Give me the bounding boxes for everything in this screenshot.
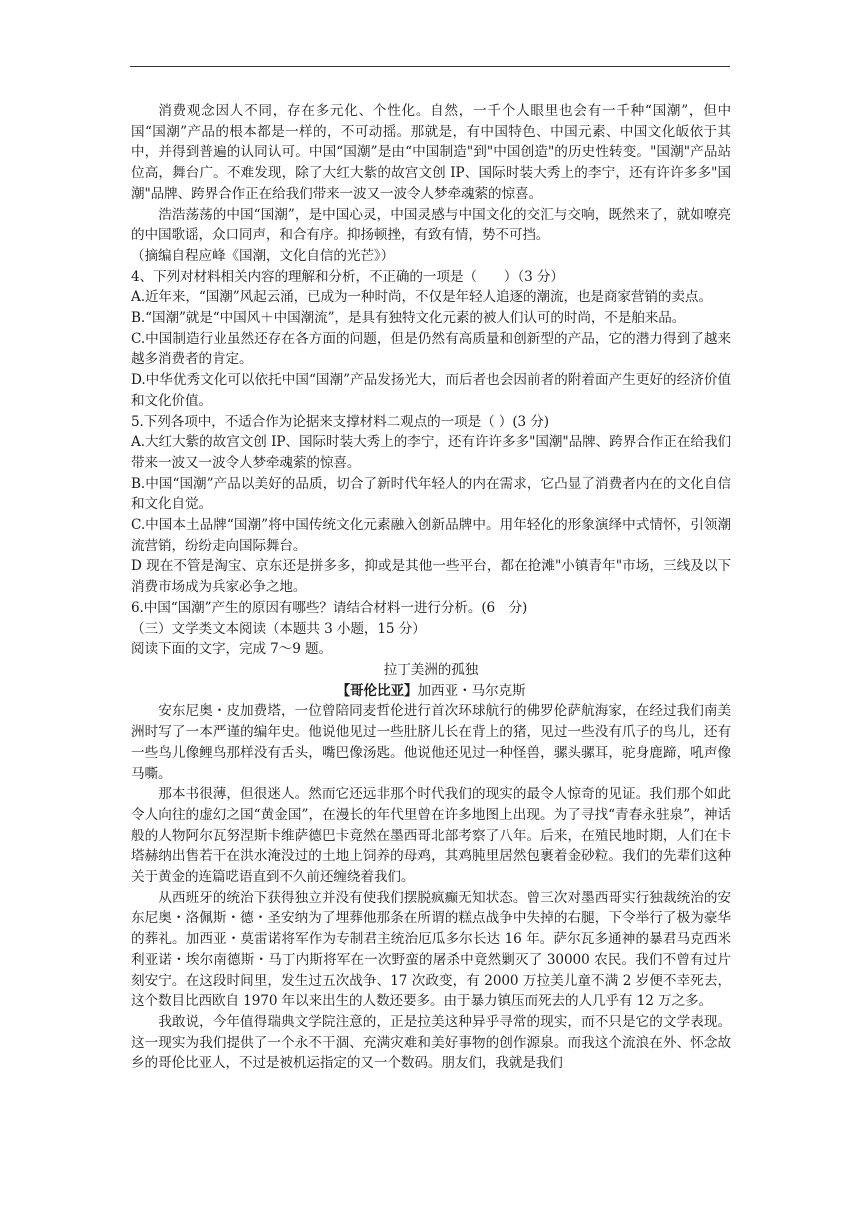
passage-paragraph: 消费观念因人不同，存在多元化、个性化。自然，一千个人眼里也会有一千种“国潮”，但中国“国潮”产品的根本都是一样的，不可动摇。那就是，有中国特色、中国元素、中国文化皈依于其中，并得到普遍的认同认可。中国“国潮”是由“中国制造"到"中国创造"的历史性转变。"国潮"产品站位高，舞台广。不难发现，除了大红大紫的故宫文创 IP、国际时装大秀上的李宁，还有许许多多"国潮"品牌、跨界合作正在给我们带来一波又一波令人梦牵魂萦的惊喜。 <box>131 103 731 202</box>
article-paragraph: 我敢说，今年值得瑞典文学院注意的，正是拉美这种异乎寻常的现实，而不只是它的文学表现。这一现实为我们提供了一个永不干涸、充满灾难和美好事物的创作源泉。而我这个流浪在外、怀念故乡的哥伦比亚人，不过是被机运指定的又一个数码。朋友们，我就是我们 <box>131 1013 731 1072</box>
question-5-option-c: C.中国本土品牌“国潮”将中国传统文化元素融入创新品牌中。用年轻化的形象演绎中式情怀，引领潮流营销，纷纷走向国际舞台。 <box>131 517 731 554</box>
article-paragraph: 从西班牙的统治下获得独立并没有使我们摆脱疯癫无知状态。曾三次对墨西哥实行独裁统治的安东尼奥・洛佩斯・德・圣安纳为了埋葬他那条在所谓的糕点战争中失掉的右腿，下令举行了极为豪华的葬礼。加西亚・莫雷诺将军作为专制君主统治厄瓜多尔长达 16 年。萨尔瓦多通神的暴君马克西米利亚诺・埃尔南德斯・马丁内斯将军在一次野蛮的屠杀中竟然剿灭了 30000 农民。我们不曾有过片刻安宁。在这段时间里，发生过五次战争、17 次政变，有 2000 万拉美儿童不满 2 岁便不幸死去，这个数目比西欧自 1970 年以来出生的人数还要多。由于暴力镇压而死去的人几乎有 12 万之多。 <box>131 889 731 1010</box>
passage-paragraph: 浩浩荡荡的中国“国潮”，是中国心灵，中国灵感与中国文化的交汇与交响，既然来了，就如嘹亮的中国歌谣，众口同声，和合有序。抑扬顿挫，有致有情，势不可挡。 <box>131 206 731 244</box>
question-4-option-a: A.近年来，“国潮”风起云涌，已成为一种时尚，不仅是年轻人追逐的潮流，也是商家营销的卖点。 <box>131 289 712 306</box>
article-paragraph: 安东尼奥・皮加费塔，一位曾陪同麦哲伦进行首次环球航行的佛罗伦萨航海家，在经过我们南美洲时写了一本严谨的编年史。他说他见过一些肚脐儿长在背上的猪，见过一些没有爪子的鸟儿，还有一些鸟儿像鲤鸟那样没有舌头，嘴巴像汤匙。他说他还见过一种怪兽，骡头骡耳，驼身鹿蹄，吼声像马嘶。 <box>131 703 731 782</box>
question-5-option-d: D 现在不管是淘宝、京东还是拼多多，抑或是其他一些平台，都在抢滩"小镇青年"市场，三线及以下消费市场成为兵家必争之地。 <box>131 558 731 596</box>
article-title: 拉丁美洲的孤独 <box>383 661 479 678</box>
section-instruction: 阅读下面的文字，完成 7～9 题。 <box>131 641 332 658</box>
question-4-option-c: C.中国制造行业虽然还存在各方面的问题，但是仍然有高质量和创新型的产品，它的潜力得到了越来越多消费者的肯定。 <box>131 330 731 368</box>
article-author <box>131 681 731 702</box>
header-rule <box>130 66 730 67</box>
author-country: 【哥伦比亚】 <box>336 682 418 699</box>
document-body <box>131 101 731 1074</box>
question-4-option-d: D.中华优秀文化可以依托中国“国潮”产品发扬光大，而后者也会因前者的附着面产生更好的经济价值和文化价值。 <box>131 372 731 409</box>
question-4-stem: 4、下列对材料相关内容的理解和分析，不正确的一项是（ ）（3 分） <box>131 268 564 285</box>
article-paragraph: 那本书很薄，但很迷人。然而它还远非那个时代我们的现实的最令人惊奇的见证。我们那个如此令人向往的虚幻之国“黄金国”，在漫长的年代里曾在许多地图上出现。为了寻找“青春永驻泉”，神话般的人物阿尔瓦努涅斯卡维萨德巴卡竟然在墨西哥北部考察了八年。后来，在殖民地时期，人们在卡塔赫纳出售若干在洪水淹没过的土地上饲养的母鸡，其鸡肫里居然包裹着金砂粒。我们的先辈们这种关于黄金的连篇呓语直到不久前还缠绕着我们。 <box>131 786 731 886</box>
author-name: 加西亚・马尔克斯 <box>417 682 526 699</box>
section-heading: （三）文学类文本阅读（本题共 3 小题，15 分） <box>131 620 426 637</box>
question-5-option-b: B.中国“国潮”产品以美好的品质，切合了新时代年轻人的内在需求，它凸显了消费者内在的文化自信和文化自觉。 <box>131 475 731 513</box>
question-5-option-a: A.大红大紫的故宫文创 IP、国际时装大秀上的李宁，还有许许多多"国潮"品牌、跨界合作正在给我们带来一波又一波令人梦牵魂萦的惊喜。 <box>131 434 731 471</box>
question-5-stem: 5.下列各项中，不适合作为论据来支撑材料二观点的一项是（ ）(3 分) <box>131 413 549 430</box>
question-6-stem: 6.中国“国潮”产生的原因有哪些？请结合材料一进行分析。(6 分) <box>131 599 528 616</box>
passage-source: （摘编自程应峰《国潮，文化自信的光芒》） <box>131 247 395 264</box>
question-4-option-b: B.“国潮”就是“中国风＋中国潮流”，是具有独特文化元素的被人们认可的时尚，不是舶来品。 <box>131 310 686 327</box>
